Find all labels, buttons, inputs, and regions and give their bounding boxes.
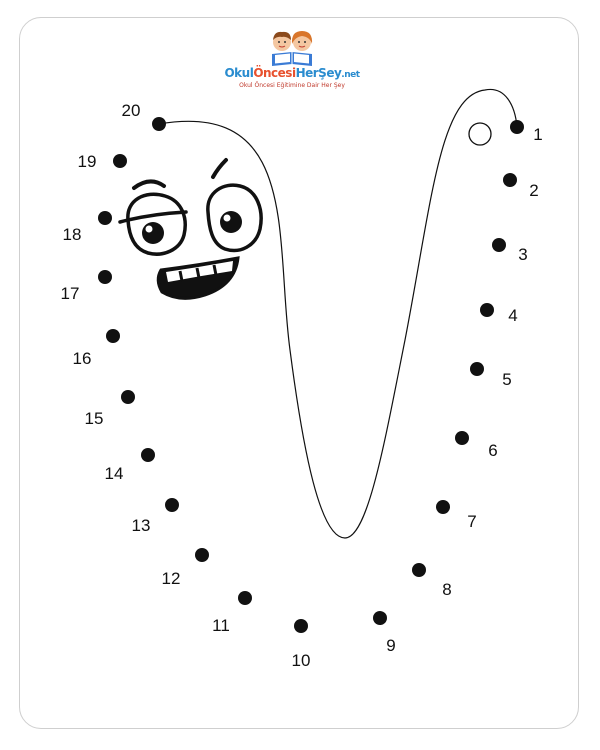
dot-label-20: 20 xyxy=(121,101,141,120)
dot-3 xyxy=(492,238,506,252)
dot-19 xyxy=(113,154,127,168)
dot-11 xyxy=(238,591,252,605)
dot-label-11: 11 xyxy=(212,616,230,635)
dot-label-15: 15 xyxy=(84,409,104,428)
dot-label-1: 1 xyxy=(533,125,543,144)
dot-label-8: 8 xyxy=(442,580,452,599)
dot-4 xyxy=(480,303,494,317)
dot-label-13: 13 xyxy=(131,516,151,535)
dot-label-10: 10 xyxy=(291,651,311,670)
dot-label-14: 14 xyxy=(104,464,124,483)
dot-label-5: 5 xyxy=(502,370,512,389)
dot-label-12: 12 xyxy=(161,569,181,588)
dot-15 xyxy=(121,390,135,404)
letter-v-outline xyxy=(159,89,517,538)
dot-label-16: 16 xyxy=(72,349,92,368)
outline-end-circle xyxy=(469,123,491,145)
dot-13 xyxy=(165,498,179,512)
dot-label-6: 6 xyxy=(488,441,498,460)
logo-tagline: Okul Öncesi Eğitimine Dair Her Şey xyxy=(239,82,345,89)
dot-10 xyxy=(294,619,308,633)
dot-label-9: 9 xyxy=(386,636,396,655)
dot-9 xyxy=(373,611,387,625)
dot-14 xyxy=(141,448,155,462)
dot-2 xyxy=(503,173,517,187)
dot-label-17: 17 xyxy=(60,284,80,303)
dot-6 xyxy=(455,431,469,445)
dot-label-7: 7 xyxy=(467,512,477,531)
dot-17 xyxy=(98,270,112,284)
dot-label-19: 19 xyxy=(77,152,97,171)
dot-18 xyxy=(98,211,112,225)
dot-1 xyxy=(510,120,524,134)
dot-7 xyxy=(436,500,450,514)
cartoon-face-icon xyxy=(120,160,261,298)
logo-wordmark: OkulÖncesiHerŞey.net xyxy=(224,66,360,80)
dot-label-3: 3 xyxy=(518,245,528,264)
dot-5 xyxy=(470,362,484,376)
dot-8 xyxy=(412,563,426,577)
dot-20 xyxy=(152,117,166,131)
dot-12 xyxy=(195,548,209,562)
dot-label-4: 4 xyxy=(508,306,518,325)
dot-label-2: 2 xyxy=(529,181,539,200)
dot-label-18: 18 xyxy=(62,225,82,244)
dot-16 xyxy=(106,329,120,343)
